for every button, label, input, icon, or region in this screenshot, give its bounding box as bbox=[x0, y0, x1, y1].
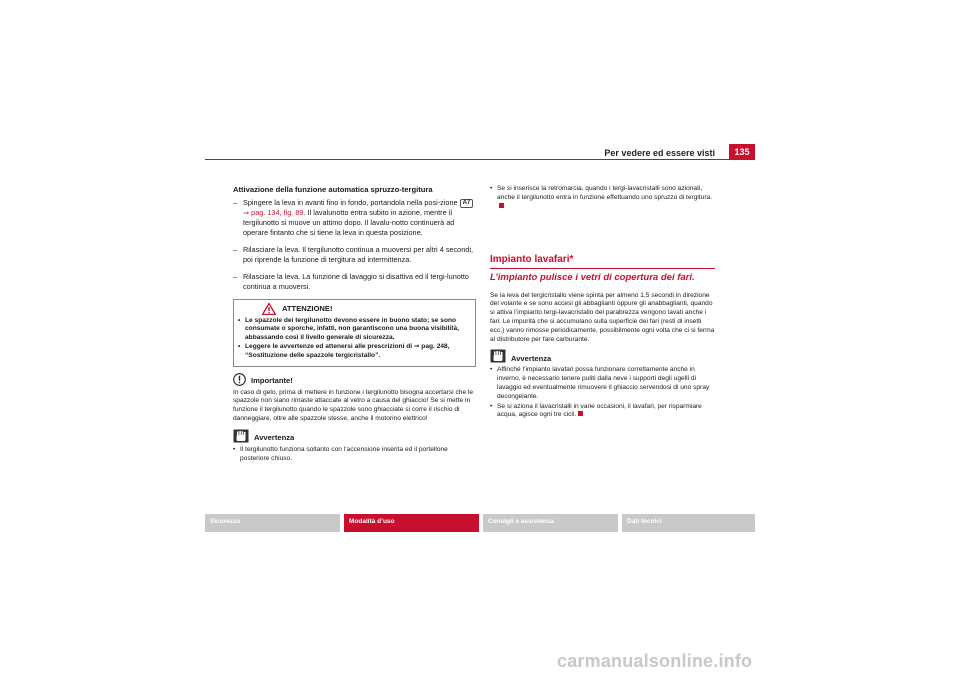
step-text: Rilasciare la leva. Il tergilunotto continua a muoversi per altri 4 secondi, poi riprende la funzione di tergitura ad intermittenza. bbox=[243, 244, 473, 264]
bullet-dot: • bbox=[238, 343, 241, 351]
page-reference-link[interactable]: ⇒ pag. 134, fig. 89 bbox=[243, 207, 304, 217]
step-item bbox=[233, 245, 476, 265]
dash-marker: – bbox=[233, 197, 237, 207]
step-item bbox=[233, 198, 476, 238]
section-subtitle: L’impianto pulisce i vetri di copertura dei fari. bbox=[490, 271, 695, 283]
page-reference-link[interactable]: ⇒ pag. 248 bbox=[413, 343, 448, 351]
footer-tab-sicurezza[interactable]: Sicurezza bbox=[205, 514, 340, 532]
left-column bbox=[233, 185, 476, 464]
note-bullet-text: Il tergilunotto funziona soltanto con l’accensione inserita ed il portellone posteriore chiuso. bbox=[240, 445, 448, 462]
footer-tab-consigli-assistenza[interactable]: Consigli e assistenza bbox=[483, 514, 618, 532]
bullet-dot: • bbox=[490, 366, 493, 374]
important-title: Importante! bbox=[251, 375, 293, 385]
note-title: Avvertenza bbox=[511, 353, 552, 363]
right-column bbox=[490, 185, 715, 421]
warning-triangle-icon bbox=[262, 303, 276, 315]
page-number: 135 bbox=[729, 144, 755, 160]
header-rule bbox=[205, 159, 755, 160]
dash-marker: – bbox=[233, 244, 237, 254]
note-bullet bbox=[490, 403, 715, 421]
note-bullet bbox=[490, 185, 715, 211]
warning-bullet bbox=[238, 343, 471, 360]
section-rule bbox=[490, 268, 715, 269]
note-heading bbox=[233, 429, 476, 443]
section-title-headlight-washer: Impianto lavafari* bbox=[490, 254, 574, 266]
warning-bullet-text: Le spazzole dei tergilunotto devono essere in buono stato; se sono consumate o sporche, infatti, non garantiscono una buona visibilità, abbassando così il livello generale di sicurezza. bbox=[245, 316, 459, 341]
bullet-dot: • bbox=[490, 402, 493, 410]
page-header-title: Per vedere ed essere visti bbox=[604, 148, 715, 158]
bullet-dot: • bbox=[233, 445, 236, 453]
warning-bullet bbox=[238, 317, 471, 343]
note-bullet bbox=[233, 446, 476, 464]
note-title: Avvertenza bbox=[254, 433, 295, 443]
important-heading bbox=[233, 373, 476, 386]
section-heading-auto-wash: Attivazione della funzione automatica spruzzo-tergitura bbox=[233, 185, 433, 194]
step-text: Spingere la leva in avanti fino in fondo, portandola nella posi-zione A7 ⇒ pag. 134, fig. 89. Il lavalunotto entra subito in azione, mentre il tergilunotto si muove un attimo dopo. Il lavalu-notto continuerà ad operare fintanto che si tiene la leva in questa posizione. bbox=[243, 198, 476, 238]
warning-box bbox=[233, 299, 476, 367]
note-bullet bbox=[490, 366, 715, 401]
end-of-section-marker bbox=[578, 411, 583, 416]
site-watermark: carmanualsonline.info bbox=[557, 651, 753, 671]
step-item bbox=[233, 272, 476, 292]
warning-title: ATTENZIONE! bbox=[282, 303, 333, 313]
footer-tab-modalita-uso[interactable]: Modalità d’uso bbox=[344, 514, 479, 532]
bullet-dot: • bbox=[490, 185, 493, 192]
bullet-dot: • bbox=[238, 316, 241, 324]
important-text: In caso di gelo, prima di mettere in funzione i tergilunotto bisogna accertarsi che le spazzole non siano rimaste attaccate al vetro a causa del ghiaccio! Se si mette in funzione il tergilunotto quando le spazzole sono ghiacciate si corre il rischio di danneggiare, oltre alle spazzole stesse, anche il motorino elettrico! bbox=[233, 388, 474, 422]
dash-marker: – bbox=[233, 271, 237, 281]
note-hand-icon bbox=[233, 429, 249, 443]
step-text: Rilasciare la leva. La funzione di lavaggio si disattiva ed il tergi-lunotto continua a muoversi. bbox=[243, 271, 469, 291]
note-heading bbox=[490, 349, 715, 363]
exclamation-circle-icon bbox=[233, 373, 246, 386]
position-key-badge: A7 bbox=[460, 199, 474, 208]
end-of-section-marker bbox=[499, 203, 504, 208]
footer-tab-dati-tecnici[interactable]: Dati tecnici bbox=[622, 514, 755, 532]
note-hand-icon bbox=[490, 349, 506, 363]
note-bullet-text: Affinché l’impianto lavafari possa funzionare correttamente anche in inverno, è necessario tenere puliti dalla neve i supporti degli ugelli di lavaggio ed eventualmente rimuovere il ghiaccio servendosi di uno spray decongelante. bbox=[497, 366, 710, 400]
warning-bullet-text: Leggere le avvertenze ed attenersi alle prescrizioni di ⇒ pag. 248, “Sostituzione delle spazzole tergicristallo”. bbox=[245, 343, 450, 359]
note-bullet-text: Se si inserisce la retromarcia, quando i tergi-lavacristalli sono azionati, anche il tergilunotto entra in funzione effettuando uno spruzzo di tergitura. bbox=[497, 185, 715, 211]
section-paragraph: Se la leva del tergicristallo viene spinta per almeno 1,5 secondi in direzione del volante e se sono accesi gli abbaglianti oppure gli anabbaglianti, quando si attiva l’impianto tergi-lavacristallo del parabrezza vengono lavati anche i fari. Le impurità che si accumulano sulla superficie dei fari (resti di insetti ecc.) vanno rimosse periodicamente, possibilmente ogni volta che ci si ferma al distributore per fare carburante. bbox=[490, 291, 715, 343]
note-bullet-text: Se si aziona il lavacristalli in varie occasioni, il lavafari, per risparmiare acqua, agisce ogni tre cicli. bbox=[497, 402, 702, 419]
